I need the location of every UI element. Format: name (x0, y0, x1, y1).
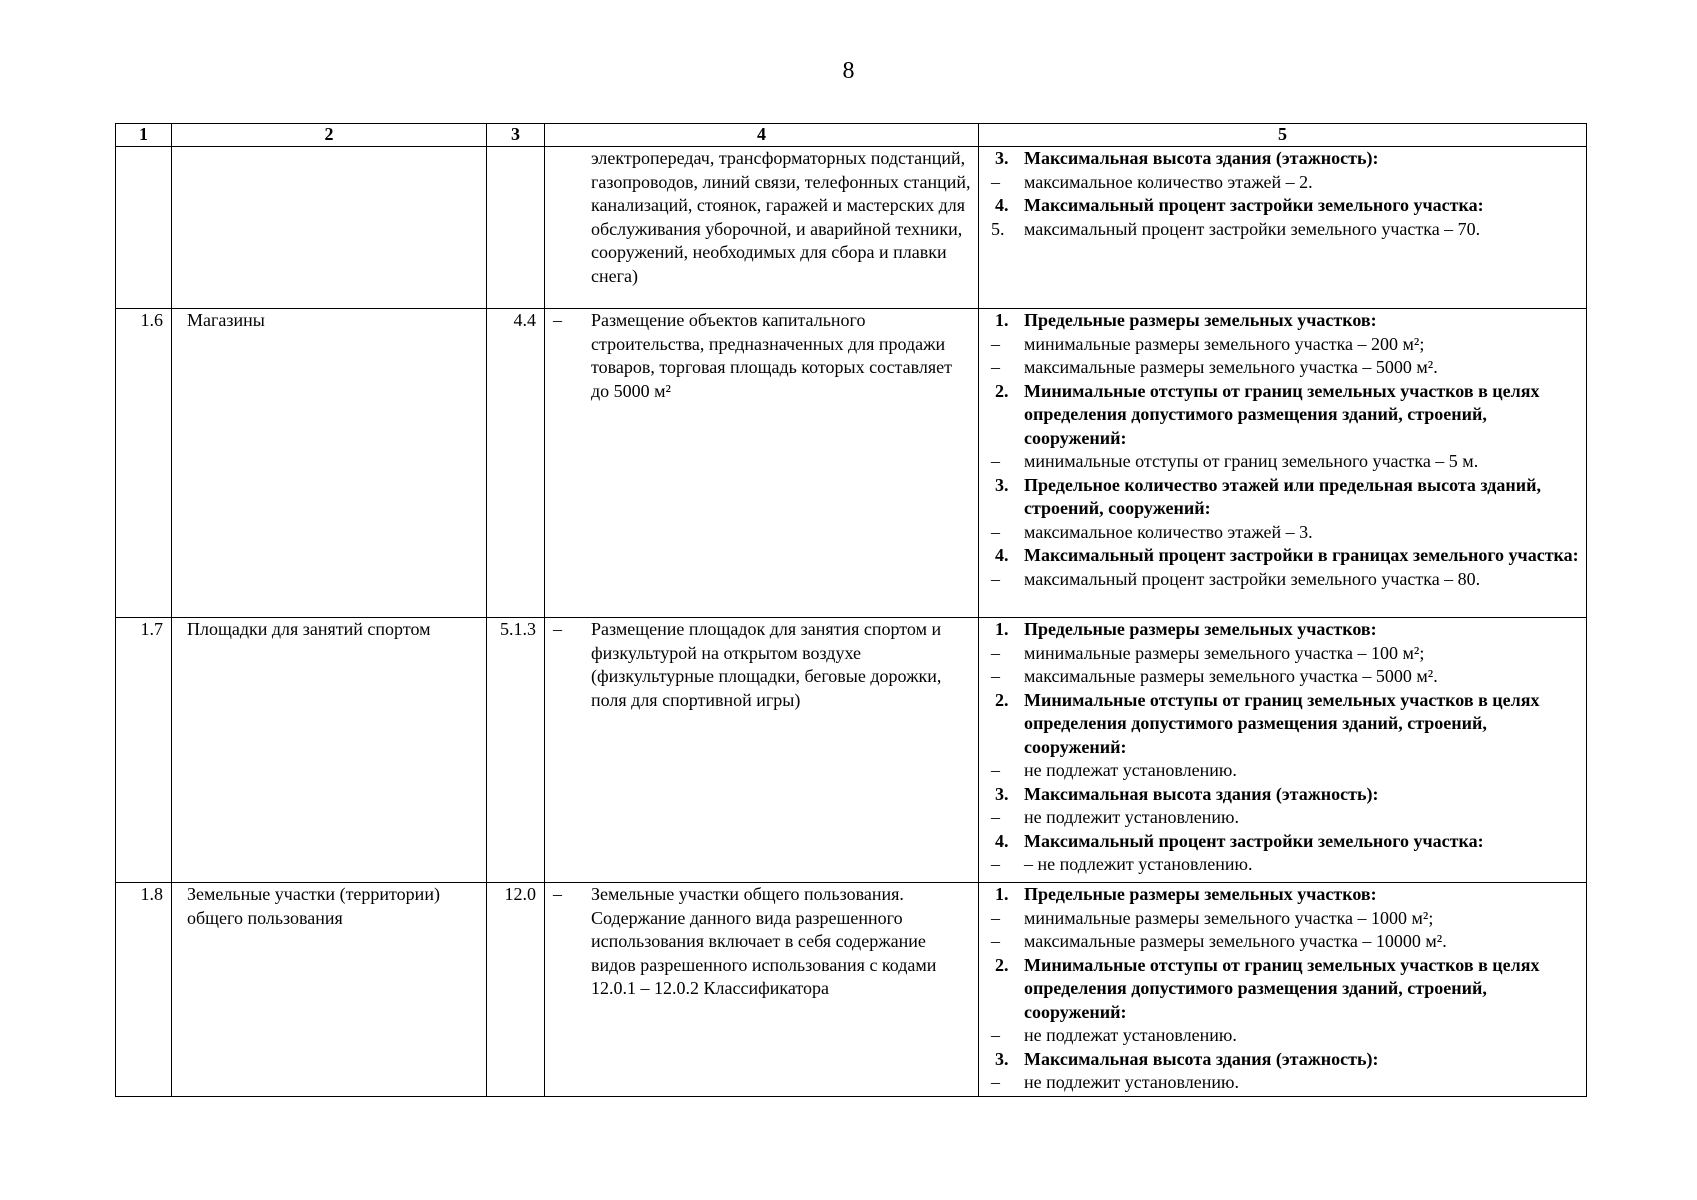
column-header-3: 3 (487, 124, 545, 147)
param-text: максимальные размеры земельного участка – 10000 м². (1024, 931, 1447, 951)
param-text: максимальный процент застройки земельного участка – 80. (1024, 568, 1481, 589)
param-line (987, 930, 1580, 954)
parameters-cell (979, 309, 1587, 618)
param-line (987, 356, 1580, 380)
param-marker: – (991, 521, 1000, 542)
param-text: Предельные размеры земельных участков: (1024, 619, 1377, 639)
param-line (987, 907, 1580, 931)
table-row (116, 147, 1587, 309)
param-line (987, 689, 1580, 760)
param-line (987, 806, 1580, 830)
param-line (987, 1071, 1580, 1095)
parameters-cell (979, 883, 1587, 1097)
param-text: Минимальные отступы от границ земельных участков в целях определения допустимого размещения зданий, строений, сооружений: (1024, 689, 1540, 757)
page-number: 8 (842, 58, 855, 84)
param-line (987, 783, 1580, 807)
param-marker: 3. (995, 783, 1009, 804)
param-text: Минимальные отступы от границ земельных участков в целях определения допустимого размещения зданий, строений, сооружений: (1024, 380, 1540, 448)
land-use-description-cell (545, 147, 979, 309)
param-line (987, 171, 1580, 195)
param-marker: – (991, 807, 1000, 827)
param-text: минимальные размеры земельного участка – 1000 м²; (1024, 907, 1434, 928)
land-use-code (487, 147, 545, 309)
param-line (987, 759, 1580, 783)
param-line (987, 665, 1580, 689)
param-text: Минимальные отступы от границ земельных участков в целях определения допустимого размещения зданий, строений, сооружений: (1024, 954, 1540, 1022)
row-number: 1.8 (116, 883, 172, 1097)
param-marker: 1. (995, 619, 1009, 639)
param-text: максимальные размеры земельного участка – 5000 м². (1024, 357, 1438, 377)
param-text: Предельное количество этажей или предельная высота зданий, строений, сооружений: (1024, 474, 1542, 518)
param-marker: – (991, 1025, 1000, 1045)
table-header-row (116, 124, 1587, 147)
param-marker: – (991, 1072, 1000, 1092)
param-marker: – (991, 171, 1000, 192)
land-use-code: 5.1.3 (487, 618, 545, 883)
param-line (987, 1024, 1580, 1048)
param-marker: – (991, 854, 1000, 874)
param-text: максимальное количество этажей – 2. (1024, 171, 1313, 192)
param-line (987, 380, 1580, 451)
land-use-code: 4.4 (487, 309, 545, 618)
param-marker: – (991, 451, 1000, 471)
param-text: максимальное количество этажей – 3. (1024, 521, 1313, 542)
land-use-description-cell (545, 309, 979, 618)
parameters-cell (979, 147, 1587, 309)
table-row (116, 883, 1587, 1097)
param-line (987, 642, 1580, 666)
param-line (987, 521, 1580, 545)
param-text: – не подлежит установлению. (1024, 854, 1253, 874)
param-line (987, 474, 1580, 521)
row-number: 1.6 (116, 309, 172, 618)
param-line (987, 618, 1580, 642)
param-text: Максимальная высота здания (этажность): (1024, 1048, 1379, 1069)
land-use-name: Площадки для занятий спортом (172, 618, 487, 883)
param-marker: 2. (995, 954, 1009, 975)
description-dash: – (553, 619, 562, 639)
param-text: не подлежат установлению. (1024, 760, 1237, 780)
param-marker: 2. (995, 380, 1009, 401)
param-line (987, 218, 1580, 242)
column-header-5: 5 (979, 124, 1587, 147)
param-text: минимальные размеры земельного участка – 200 м²; (1024, 333, 1425, 354)
row-number (116, 147, 172, 309)
param-line (987, 853, 1580, 877)
description-dash (553, 147, 591, 288)
param-text: Предельные размеры земельных участков: (1024, 884, 1377, 904)
param-text: Предельные размеры земельных участков: (1024, 310, 1377, 330)
param-marker: – (991, 907, 1000, 928)
land-use-name: Земельные участки (территории) общего пользования (172, 883, 487, 1097)
land-use-description-cell (545, 618, 979, 883)
param-line (987, 333, 1580, 357)
land-use-name: Магазины (172, 309, 487, 618)
param-marker: 4. (995, 195, 1009, 215)
land-use-description: Размещение объектов капитального строительства, предназначенных для продажи товаров, торговая площадь которых составляет до 5000 м² (591, 310, 953, 401)
land-use-description: Размещение площадок для занятия спортом и физкультурой на открытом воздухе (физкультурные площадки, беговые дорожки, поля для спортивной игры) (591, 619, 942, 710)
param-marker: 2. (995, 689, 1009, 710)
param-marker: 3. (995, 474, 1009, 495)
land-use-name (172, 147, 487, 309)
table-row (116, 618, 1587, 883)
param-text: Максимальная высота здания (этажность): (1024, 783, 1379, 804)
param-line (987, 1048, 1580, 1072)
param-marker: – (991, 760, 1000, 780)
param-marker: – (991, 333, 1000, 354)
param-text: Максимальный процент застройки в границах земельного участка: (1024, 545, 1579, 565)
param-line (987, 568, 1580, 592)
row-number: 1.7 (116, 618, 172, 883)
param-text: минимальные размеры земельного участка – 100 м²; (1024, 642, 1425, 663)
param-text: Максимальный процент застройки земельного участка: (1024, 195, 1484, 215)
param-marker: 5. (991, 218, 1005, 239)
param-text: не подлежит установлению. (1024, 1072, 1239, 1092)
column-header-4: 4 (545, 124, 979, 147)
land-use-code: 12.0 (487, 883, 545, 1097)
param-line (987, 194, 1580, 218)
zoning-regulations-table (115, 123, 1587, 1097)
land-use-description: электропередач, трансформаторных подстанций, газопроводов, линий связи, телефонных станций, канализаций, стоянок, гаражей и мастерских для обслуживания уборочной, и аварийной техники, сооружений, необходимых для сбора и плавки снега) (591, 148, 971, 286)
description-dash: – (553, 884, 562, 904)
parameters-cell (979, 618, 1587, 883)
param-text: минимальные отступы от границ земельного участка – 5 м. (1024, 451, 1479, 471)
column-header-1: 1 (116, 124, 172, 147)
land-use-description-cell (545, 883, 979, 1097)
param-marker: 4. (995, 545, 1009, 565)
param-line (987, 954, 1580, 1025)
column-header-2: 2 (172, 124, 487, 147)
param-marker: 3. (995, 1048, 1009, 1069)
param-line (987, 830, 1580, 854)
table-row (116, 309, 1587, 618)
param-line (987, 883, 1580, 907)
param-marker: 3. (995, 148, 1009, 168)
param-marker: – (991, 931, 1000, 951)
land-use-description: Земельные участки общего пользования. Содержание данного вида разрешенного использования включает в себя содержание видов разрешенного использования с кодами 12.0.1 – 12.0.2 Классификатора (591, 884, 937, 998)
param-marker: – (991, 568, 1000, 589)
param-text: не подлежит установлению. (1024, 807, 1239, 827)
param-text: максимальный процент застройки земельного участка – 70. (1024, 218, 1481, 239)
param-line (987, 147, 1580, 171)
param-marker: 1. (995, 310, 1009, 330)
param-text: Максимальный процент застройки земельного участка: (1024, 830, 1484, 851)
param-text: максимальные размеры земельного участка – 5000 м². (1024, 666, 1438, 686)
param-marker: 4. (995, 830, 1009, 851)
param-line (987, 544, 1580, 568)
param-text: не подлежат установлению. (1024, 1025, 1237, 1045)
param-line (987, 450, 1580, 474)
param-marker: – (991, 642, 1000, 663)
description-dash: – (553, 310, 562, 330)
param-text: Максимальная высота здания (этажность): (1024, 148, 1379, 168)
param-marker: 1. (995, 884, 1009, 904)
param-line (987, 309, 1580, 333)
param-marker: – (991, 357, 1000, 377)
param-marker: – (991, 666, 1000, 686)
